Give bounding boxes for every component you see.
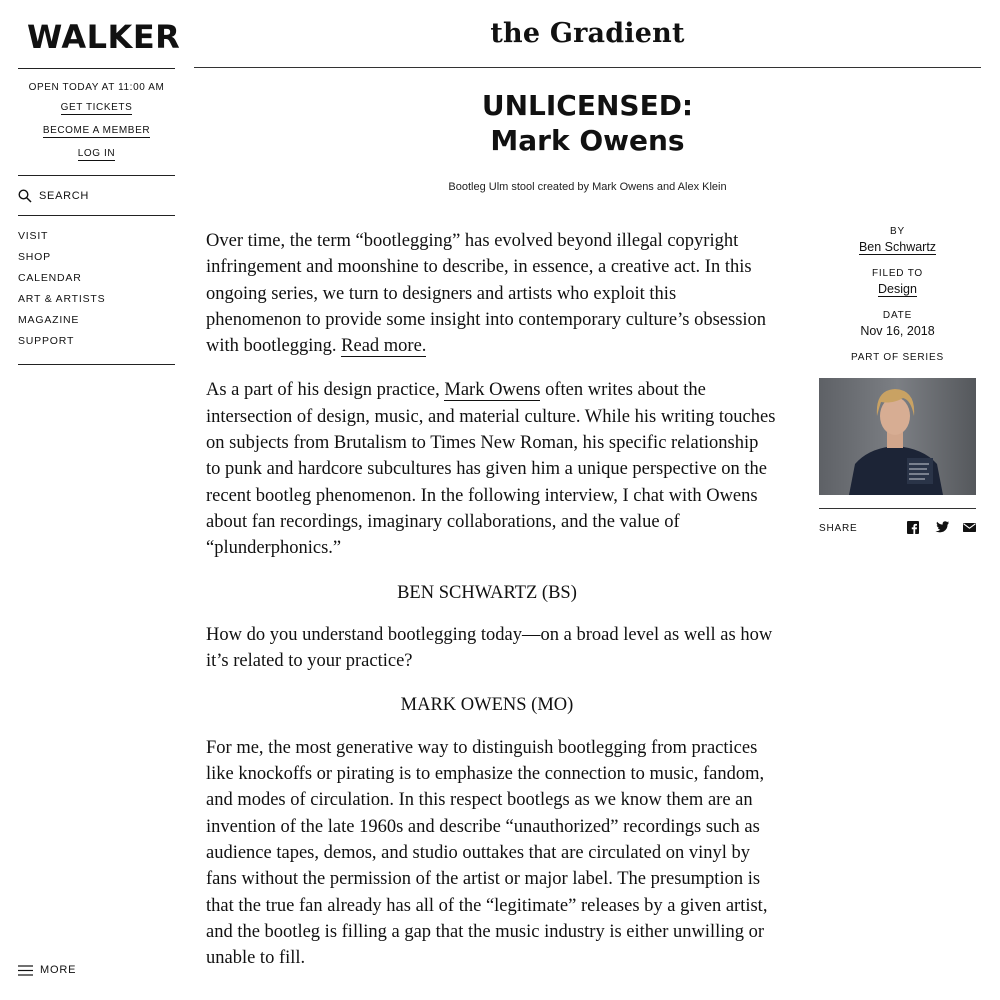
- author-link[interactable]: [819, 240, 976, 254]
- paragraph-text: Over time, the term “bootlegging” has evolved beyond illegal copyright infringement and moonshine to describe, in essence, a creative act. In this ongoing series, we turn to designers and artists who exploit this phenomenon to provide some insight into contemporary culture’s obsession with bootlegging.: [206, 231, 767, 357]
- speaker-heading: MARK OWENS (MO): [400, 695, 574, 716]
- article-meta: [819, 226, 976, 534]
- divider: [819, 508, 976, 509]
- search-icon: [18, 189, 32, 203]
- read-more-link[interactable]: Read more.: [341, 336, 427, 357]
- category-link[interactable]: [819, 282, 976, 296]
- image-caption: Bootleg Ulm stool created by Mark Owens and Alex Klein: [448, 181, 727, 193]
- sidebar: [18, 0, 181, 1000]
- nav-item-visit[interactable]: VISIT: [18, 230, 49, 242]
- series-label: PART OF SERIES: [851, 352, 944, 363]
- nav-item-support[interactable]: SUPPORT: [18, 335, 75, 347]
- become-member-link[interactable]: [18, 125, 175, 136]
- nav-item-shop[interactable]: SHOP: [18, 251, 51, 263]
- hours-text: OPEN TODAY AT 11:00 AM: [28, 82, 165, 93]
- question-paragraph: How do you understand bootlegging today—on a broad level as well as how it’s related to your practice?: [206, 624, 773, 672]
- search-button[interactable]: [18, 186, 89, 206]
- paragraph-text: often writes about the intersection of design, music, and material culture. While his writing touches on subjects from Brutalism to Times New Roman, his specific relationship to punk and hardcore subcultures has given him a unique perspective on the recent bootleg phenomenon. In the following interview, I chat with Owens about fan recordings, imaginary collaborations, and the value of “plunderphonics.”: [206, 380, 776, 559]
- divider: [18, 175, 175, 176]
- masthead: [194, 0, 981, 68]
- article-body: [206, 228, 776, 989]
- nav-item-art-artists[interactable]: ART & ARTISTS: [18, 293, 106, 305]
- get-tickets-label[interactable]: GET TICKETS: [60, 102, 133, 113]
- search-label: SEARCH: [39, 190, 90, 202]
- facebook-icon[interactable]: [907, 521, 919, 534]
- date-label: DATE: [882, 310, 913, 321]
- series-photo: [819, 378, 976, 495]
- log-in-label[interactable]: LOG IN: [77, 148, 116, 159]
- divider: [18, 364, 175, 365]
- title-line-2: Mark Owens: [490, 124, 685, 157]
- author-name[interactable]: Ben Schwartz: [858, 240, 937, 254]
- nav-item-calendar[interactable]: CALENDAR: [18, 272, 82, 284]
- hamburger-icon: [18, 965, 33, 976]
- title-line-1: UNLICENSED:: [481, 89, 694, 122]
- by-label: BY: [890, 226, 905, 237]
- mark-owens-link[interactable]: Mark Owens: [444, 380, 541, 401]
- main-nav: [18, 229, 105, 355]
- twitter-icon[interactable]: [935, 521, 949, 533]
- share-bar: [819, 521, 976, 537]
- date-value: Nov 16, 2018: [860, 324, 935, 338]
- get-tickets-link[interactable]: [18, 102, 175, 113]
- divider: [18, 215, 175, 216]
- walker-logo[interactable]: WALKER: [27, 18, 181, 56]
- filed-to-label: FILED TO: [871, 268, 924, 279]
- more-menu-button[interactable]: [18, 964, 76, 976]
- more-label: MORE: [40, 964, 77, 976]
- mail-icon[interactable]: [963, 523, 976, 532]
- paragraph: [206, 228, 776, 359]
- gradient-logo[interactable]: the Gradient: [490, 18, 685, 49]
- share-label: SHARE: [819, 523, 858, 534]
- paragraph-text: As a part of his design practice,: [206, 380, 445, 401]
- series-thumbnail[interactable]: [819, 378, 976, 495]
- article-title: [194, 88, 981, 158]
- nav-item-magazine[interactable]: MAGAZINE: [18, 314, 80, 326]
- answer-paragraph: For me, the most generative way to distinguish bootlegging from practices like knockoffs or pirating is to emphasize the connection to music, fandom, and modes of circulation. In this respect bootlegs as we know them are an invention of the late 1960s and describe “unauthorized” recordings such as audience tapes, demos, and studio outtakes that are circulated on vinyl by fans without the permission of the artist or major label. The presumption is that the true fan already has all of the “legitimate” releases by a given artist, and the bootleg is filling a gap that the music industry is either unwilling or unable to fill.: [206, 737, 768, 969]
- become-member-label[interactable]: BECOME A MEMBER: [42, 125, 151, 136]
- divider: [18, 68, 175, 69]
- paragraph: [206, 377, 776, 561]
- category-name[interactable]: Design: [878, 282, 917, 296]
- speaker-heading: BEN SCHWARTZ (BS): [397, 582, 577, 603]
- log-in-link[interactable]: [18, 148, 175, 159]
